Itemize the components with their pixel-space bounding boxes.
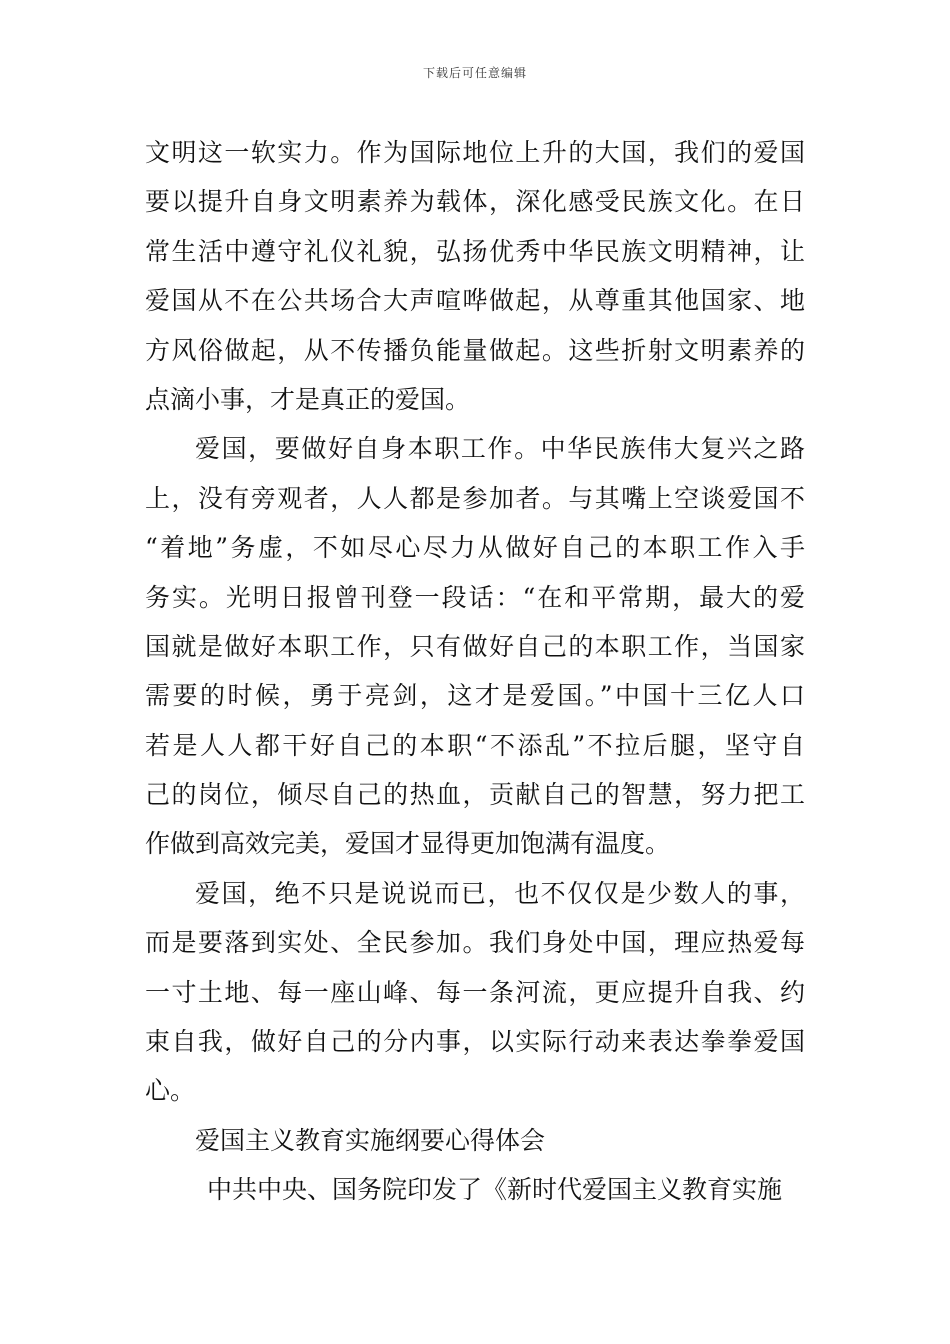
text-line: 爱国，要做好自身本职工作。中华民族伟大复兴之路: [195, 434, 805, 464]
text-line: 爱国，绝不只是说说而已，也不仅仅是少数人的事，: [195, 878, 805, 908]
text-line: 文明这一软实力。作为国际地位上升的大国，我们的爱国: [145, 138, 805, 167]
paragraph-civilization: [145, 128, 805, 424]
text-line: “着地”务虚，不如尽心尽力从做好自己的本职工作入手: [145, 533, 805, 563]
text-line: 需要的时候，勇于亮剑，这才是爱国。”中国十三亿人口: [145, 681, 805, 711]
document-body: [145, 128, 805, 1215]
text-line: 若是人人都干好自己的本职“不添乱”不拉后腿，坚守自: [145, 730, 805, 760]
text-line: 心。: [145, 1076, 196, 1106]
text-line: 上，没有旁观者，人人都是参加者。与其嘴上空谈爱国不: [145, 483, 805, 513]
text-line: 束自我，做好自己的分内事，以实际行动来表达拳拳爱国: [145, 1027, 805, 1057]
text-line: 一寸土地、每一座山峰、每一条河流，更应提升自我、约: [145, 977, 805, 1007]
text-line: 己的岗位，倾尽自己的热血，贡献自己的智慧，努力把工: [145, 780, 805, 810]
text-line: 而是要落到实处、全民参加。我们身处中国，理应热爱每: [145, 928, 805, 958]
text-line: 方风俗做起，从不传播负能量做起。这些折射文明素养的: [145, 335, 805, 365]
paragraph-action: [145, 869, 805, 1116]
text-line: 点滴小事，才是真正的爱国。: [145, 384, 471, 414]
text-line: 作做到高效完美，爱国才显得更加饱满有温度。: [145, 829, 671, 859]
text-line: 国就是做好本职工作，只有做好自己的本职工作，当国家: [145, 631, 805, 661]
text-line: 要以提升自身文明素养为载体，深化感受民族文化。在日: [145, 187, 805, 217]
text-line: 务实。光明日报曾刊登一段话：“在和平常期，最大的爱: [145, 582, 805, 612]
closing-line: 中共中央、国务院印发了《新时代爱国主义教育实施: [207, 1175, 783, 1205]
paragraph-duty: [145, 424, 805, 869]
text-line: 常生活中遵守礼仪礼貌，弘扬优秀中华民族文明精神，让: [145, 236, 805, 266]
section-title: 爱国主义教育实施纲要心得体会: [195, 1125, 546, 1155]
text-line: 爱国从不在公共场合大声喧哗做起，从尊重其他国家、地: [145, 286, 805, 316]
page-header: 下载后可任意编辑: [422, 66, 527, 80]
